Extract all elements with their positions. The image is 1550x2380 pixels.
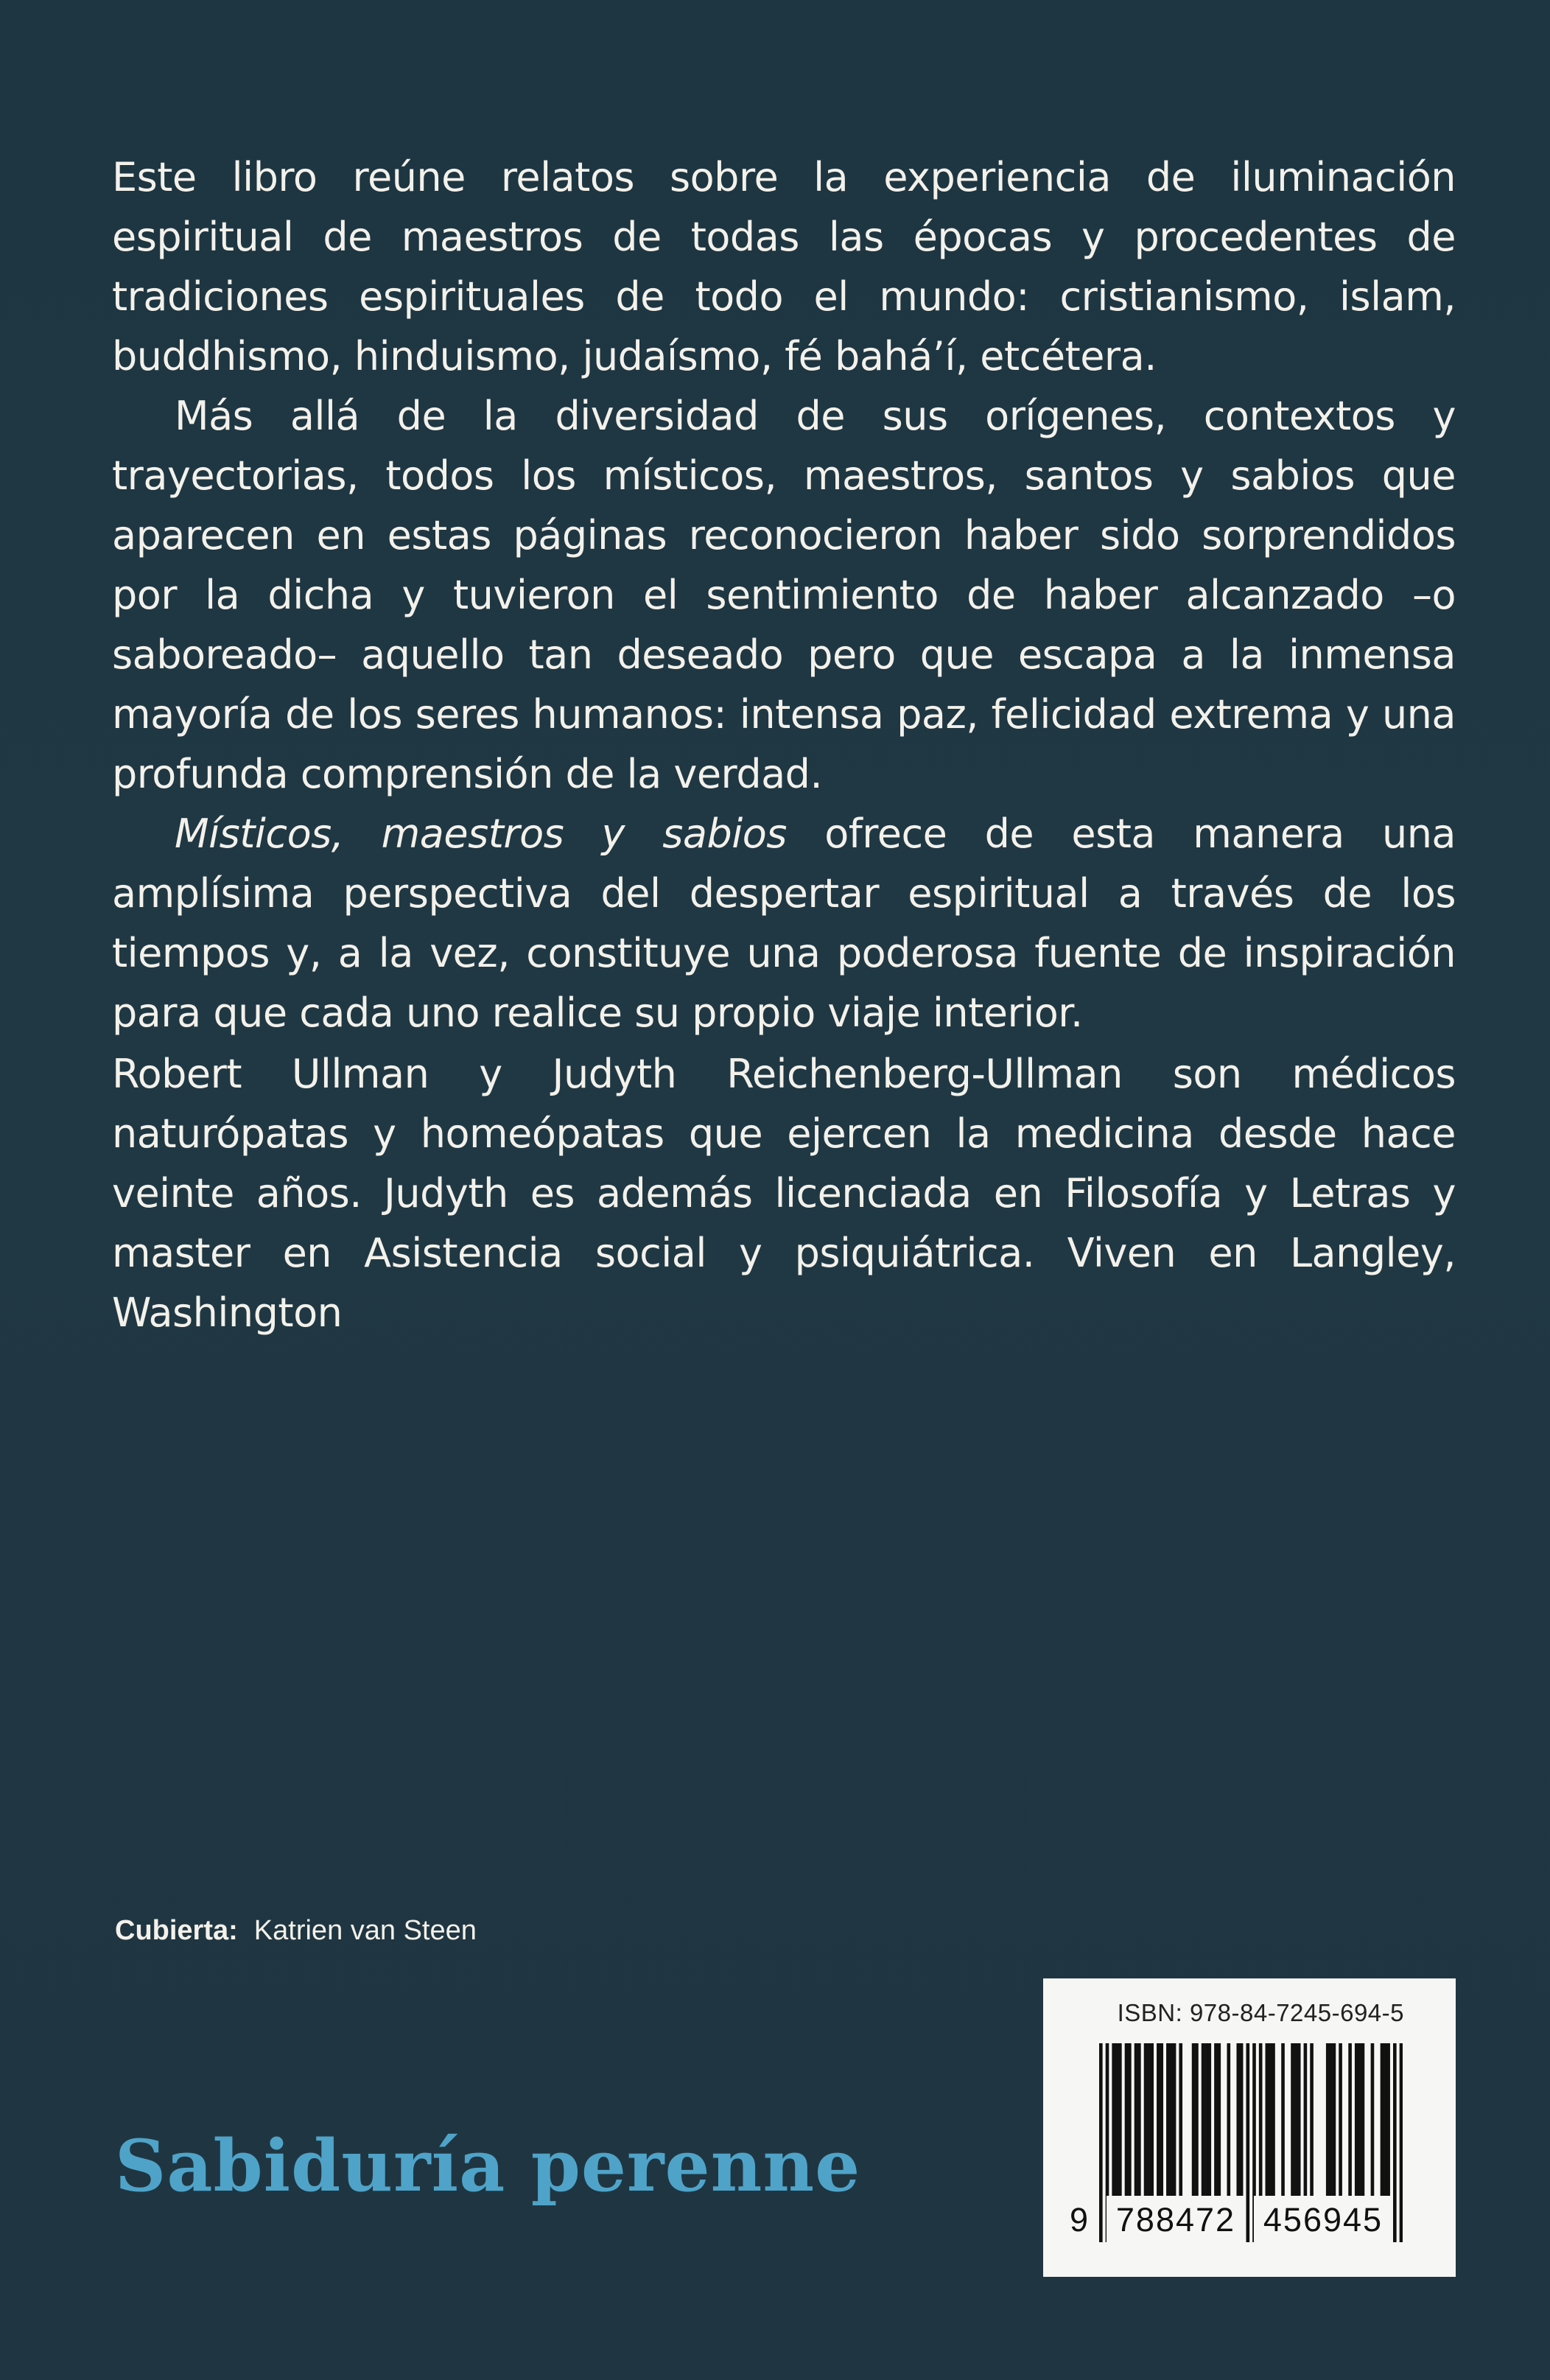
cover-credit-label: Cubierta:	[115, 1915, 238, 1946]
barcode-bar	[1192, 2043, 1196, 2210]
barcode-bar	[1355, 2043, 1358, 2210]
barcode-bar	[1207, 2043, 1211, 2210]
barcode-bar	[1358, 2043, 1361, 2210]
blurb-paragraph-3-rest: ofrece de esta manera una amplísima perspectiva del despertar espiritual a través de los tiempos y, a la vez, constituye una poderosa fuente de inspiración para que cada uno realice su propio viaje interior.	[112, 811, 1456, 1036]
barcode-bar	[1361, 2043, 1365, 2210]
barcode-bar	[1147, 2043, 1151, 2210]
barcode-bar	[1160, 2043, 1163, 2210]
barcode-bar	[1227, 2043, 1230, 2210]
barcode-bar	[1281, 2043, 1285, 2210]
barcode-bar	[1329, 2043, 1333, 2210]
cover-credit	[115, 1912, 477, 1949]
barcode-bar	[1240, 2043, 1244, 2210]
series-name: Sabiduría perenne	[115, 2124, 861, 2208]
barcode-bar	[1381, 2043, 1384, 2210]
barcode-digits-right: 456945	[1254, 2196, 1392, 2244]
barcode-bar	[1173, 2043, 1176, 2210]
barcode-bar	[1297, 2043, 1301, 2210]
barcode-bar	[1291, 2043, 1294, 2210]
blurb-paragraph-3	[112, 804, 1456, 1043]
barcode-bar	[1272, 2043, 1275, 2210]
blurb-paragraph-2: Más allá de la diversidad de sus orígenes, contextos y trayectorias, todos los místicos, maestros, santos y sabios que aparecen en estas páginas reconocieron haber sido sorprendidos por la dicha y tuvieron el sentimiento de haber alcanzado –o saboreado– aquello tan deseado pero que escapa a la inmensa mayoría de los seres humanos: intensa paz, felicidad extrema y una profunda comprensión de la verdad.	[112, 393, 1456, 797]
barcode-bar	[1144, 2043, 1148, 2210]
barcode-digits	[1070, 2196, 1416, 2247]
barcode-bar	[1195, 2043, 1199, 2210]
barcode-bar	[1214, 2043, 1218, 2210]
barcode-bar	[1150, 2043, 1154, 2210]
author-bio-text: Robert Ullman y Judyth Reichenberg-Ullman son médicos naturópatas y homeópatas que ejercen la medicina desde hace veinte años. Judyth es además licenciada en Filosofía y Letras y master en Asistencia social y psiquiátrica. Viven en Langley, Washington	[112, 1051, 1456, 1336]
barcode-digit-prefix: 9	[1070, 2201, 1089, 2239]
barcode-bar	[1204, 2043, 1208, 2210]
barcode-bar	[1294, 2043, 1298, 2210]
barcode-bar	[1371, 2043, 1375, 2210]
isbn-barcode-box	[1043, 1978, 1456, 2277]
barcode-bar	[1157, 2043, 1160, 2210]
barcode-bar	[1386, 2043, 1390, 2210]
author-bio	[112, 1044, 1456, 1343]
isbn-number: ISBN: 978-84-7245-694-5	[1117, 1999, 1404, 2026]
barcode-digits-left: 788472	[1107, 2196, 1245, 2244]
barcode-bar	[1179, 2043, 1182, 2210]
barcode-bar	[1125, 2043, 1129, 2210]
barcode-bar	[1202, 2043, 1205, 2210]
barcode-bar	[1217, 2043, 1221, 2210]
barcode-bar	[1384, 2043, 1387, 2210]
barcode-bar	[1304, 2043, 1308, 2210]
blurb-text	[112, 147, 1456, 1043]
barcode-bar	[1135, 2043, 1138, 2210]
barcode-bar	[1269, 2043, 1272, 2210]
barcode-bar	[1118, 2043, 1122, 2210]
barcode-bar	[1112, 2043, 1115, 2210]
barcode-bar	[1259, 2043, 1263, 2210]
cover-credit-name: Katrien van Steen	[253, 1915, 477, 1946]
barcode-bar	[1333, 2043, 1336, 2210]
barcode-bar	[1169, 2043, 1173, 2210]
barcode-bar	[1348, 2043, 1352, 2210]
barcode-bar	[1339, 2043, 1342, 2210]
barcode-bar	[1137, 2043, 1141, 2210]
blurb-paragraph-1: Este libro reúne relatos sobre la experiencia de iluminación espiritual de maestros de todas las épocas y procedentes de tradiciones espirituales de todo el mundo: cristianismo, islam, buddhismo, hinduismo, judaísmo, fé bahá’í, etcétera.	[112, 154, 1456, 379]
barcode-bar	[1310, 2043, 1314, 2210]
barcode-bar	[1115, 2043, 1119, 2210]
barcode-bar	[1166, 2043, 1170, 2210]
barcode-bar	[1266, 2043, 1269, 2210]
barcode-bar	[1236, 2043, 1240, 2210]
barcode-bar	[1326, 2043, 1330, 2210]
barcode-bar	[1128, 2043, 1132, 2210]
book-title-italic: Místicos, maestros y sabios	[175, 811, 787, 857]
